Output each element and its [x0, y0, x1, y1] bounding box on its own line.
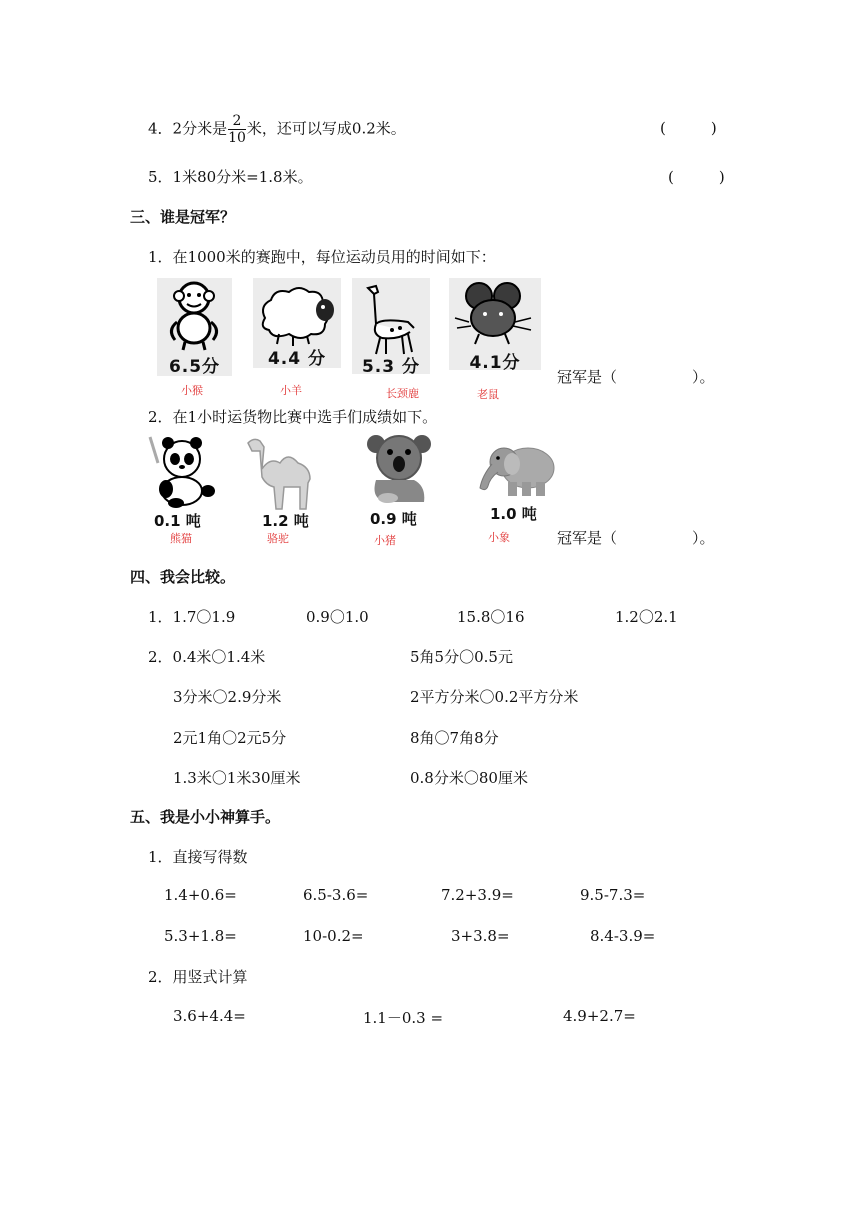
cargo-value: 0.9 吨	[370, 510, 417, 528]
animal-name: 老鼠	[477, 388, 499, 401]
section-3-q1-text: 1．在1000米的赛跑中，每位运动员用的时间如下：	[148, 248, 496, 266]
elephant-icon	[474, 440, 558, 498]
koala-card	[366, 430, 436, 528]
calc-item[interactable]: 8.4-3.9=	[590, 927, 656, 945]
calc-item[interactable]: 10-0.2=	[303, 927, 364, 945]
camel-card	[240, 433, 320, 528]
compare-item: 0.8分米〇80厘米	[410, 769, 528, 787]
compare-item: 1.2〇2.1	[615, 608, 678, 626]
compare-item: 2．0.4米〇1.4米	[148, 648, 266, 666]
compare-item: 2平方分米〇0.2平方分米	[410, 688, 579, 706]
calc-item[interactable]: 7.2+3.9=	[441, 886, 514, 904]
race-value: 4.1分	[469, 353, 521, 373]
fraction-denominator: 10	[228, 130, 246, 146]
section-3-q2-text: 2．在1小时运货物比赛中选手们成绩如下。	[148, 408, 438, 426]
calc-item[interactable]: 3+3.8=	[451, 927, 510, 945]
race-value: 6.5分	[168, 357, 221, 377]
animal-name: 长颈鹿	[386, 387, 419, 400]
compare-item: 15.8〇16	[457, 608, 525, 626]
koala-icon	[366, 430, 436, 504]
compare-item: 1．1.7〇1.9	[148, 608, 236, 626]
compare-item: 2元1角〇2元5分	[173, 729, 287, 747]
judge-q4-post: 米，还可以写成0.2米。	[246, 119, 406, 138]
panda-icon	[148, 433, 228, 508]
section-5-title: 五、我是小小神算手。	[130, 808, 281, 826]
compare-item: 0.9〇1.0	[306, 608, 369, 626]
animal-name: 熊猫	[170, 532, 192, 545]
fraction-numerator: 2	[228, 113, 246, 130]
judge-q4-answer-paren[interactable]: ( )	[660, 119, 717, 137]
section-4-title: 四、我会比较。	[130, 568, 236, 586]
monkey-card	[157, 278, 232, 376]
race-value: 5.3 分	[361, 357, 421, 377]
sheep-card	[253, 278, 341, 368]
panda-card	[148, 433, 228, 528]
calc-item[interactable]: 9.5-7.3=	[580, 886, 646, 904]
animal-name: 小羊	[280, 384, 302, 397]
vertical-calc-item[interactable]: 1.1－0.3 =	[363, 1009, 444, 1027]
giraffe-card	[352, 278, 430, 377]
fraction	[228, 113, 246, 146]
compare-item: 8角〇7角8分	[410, 729, 499, 747]
section-3-title: 三、谁是冠军？	[130, 208, 236, 226]
judge-q5-answer-paren[interactable]: ( )	[668, 168, 725, 186]
calc-item[interactable]: 5.3+1.8=	[164, 927, 237, 945]
section-5-sub1: 1．直接写得数	[148, 848, 248, 866]
cargo-value: 1.0 吨	[490, 505, 537, 523]
animal-name: 小猪	[374, 534, 396, 547]
animal-name: 骆驼	[267, 532, 289, 545]
compare-item: 3分米〇2.9分米	[173, 688, 282, 706]
vertical-calc-item[interactable]: 3.6+4.4=	[173, 1007, 246, 1025]
champion-answer-2[interactable]: 冠军是（ ）。	[557, 529, 715, 547]
judge-q4	[148, 113, 406, 146]
compare-item: 1.3米〇1米30厘米	[173, 769, 301, 787]
section-5-sub2: 2．用竖式计算	[148, 968, 248, 986]
champion-answer-1[interactable]: 冠军是（ ）。	[557, 368, 715, 386]
animal-name: 小猴	[181, 384, 203, 397]
judge-q4-pre: 4．2分米是	[148, 119, 228, 138]
mouse-card	[449, 278, 541, 373]
elephant-card	[474, 440, 558, 524]
calc-item[interactable]: 6.5-3.6=	[303, 886, 369, 904]
judge-q5: 5．1米80分米=1.8米。	[148, 168, 313, 186]
compare-item: 5角5分〇0.5元	[410, 648, 513, 666]
camel-icon	[240, 433, 320, 511]
cargo-value: 1.2 吨	[262, 512, 309, 530]
vertical-calc-item[interactable]: 4.9+2.7=	[563, 1007, 636, 1025]
race-value: 4.4 分	[267, 349, 327, 369]
calc-item[interactable]: 1.4+0.6=	[164, 886, 237, 904]
animal-name: 小象	[488, 531, 510, 544]
cargo-value: 0.1 吨	[154, 512, 201, 530]
